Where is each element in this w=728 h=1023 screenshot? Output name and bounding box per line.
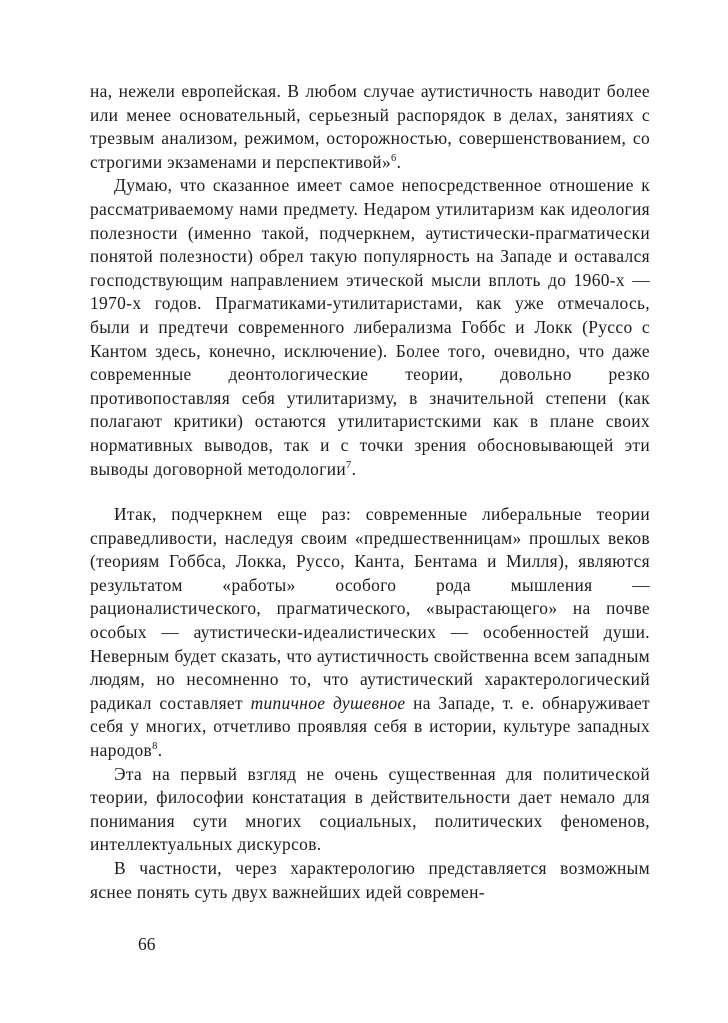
page-number: 66 [138,934,156,954]
footnote-marker: 7 [346,459,352,471]
paragraph [90,763,650,857]
footnote-marker: 6 [391,152,397,164]
paragraph-text: Эта на первый взгляд не очень существенная для политической теории, философии констатация в действительности дает немало для понимания сути многих социальных, политических феноменов, интеллектуальных дискурсов. [90,763,650,855]
paragraph [90,857,650,904]
paragraph-text: Думаю, что сказанное имеет самое непосредственное отношение к рассматриваемому нами предмету. Недаром утилитаризм как идеология полезности (именно такой, подчеркнем, аутистически-прагматически понятой полезности) обрел такую популярность на Западе и оставался господствующим направлением этической мысли вплоть до 1960-х — 1970-х годов. Прагматиками-утилитаристами, как уже отмечалось, были и предтечи современного либерализма Гоббс и Локк (Руссо с Кантом здесь, конечно, исключение). Более того, очевидно, что даже современные деонтологические теории, довольно резко противопоставляя себя утилитаризму, в значительной степени (как полагают критики) остаются утилитаристскими как в плане своих нормативных выводов, так и с точки зрения обосновывающей эти выводы договорной методологии [90,175,650,479]
paragraph [90,174,650,481]
body-text [90,80,650,904]
paragraph-continuation [90,80,650,174]
paragraph-text: В частности, через характерологию представляется возможным яснее понять суть двух важнейших идей современ- [90,858,650,902]
paragraph [90,503,650,763]
paragraph-text: Итак, подчеркнем еще раз: современные либеральные теории справедливости, наследуя своим «предшественницам» прошлых веков (теориям Гоббса, Локка, Руссо, Канта, Бентама и Милля), являются результатом «работы» особого рода мышления — рационалистического, прагматического, «вырастающего» на почве особых — аутистически-идеалистических — особенностей души. Неверным будет сказать, что аутистичность свойственна всем западным людям, но несомненно то, что аутистический характерологический радикал составляет [90,504,650,713]
footnote-marker: 8 [152,741,158,753]
paragraph-end: . [351,458,357,479]
paragraph-end: . [396,151,402,172]
paragraph-end: . [157,740,163,761]
paragraph-text: на, нежели европейская. В любом случае аутистичность наводит более или менее основательный, серьезный распорядок в делах, занятиях с трезвым анализом, режимом, осторожностью, совершенствованием, со строгими экзаменами и перспективой» [90,81,650,172]
emphasized-phrase: типичное душевное [250,692,406,713]
paragraph-text: на Западе, т. е. обнаруживает себя у многих, отчетливо проявляя себя в истории, культуре западных народов [90,692,650,761]
